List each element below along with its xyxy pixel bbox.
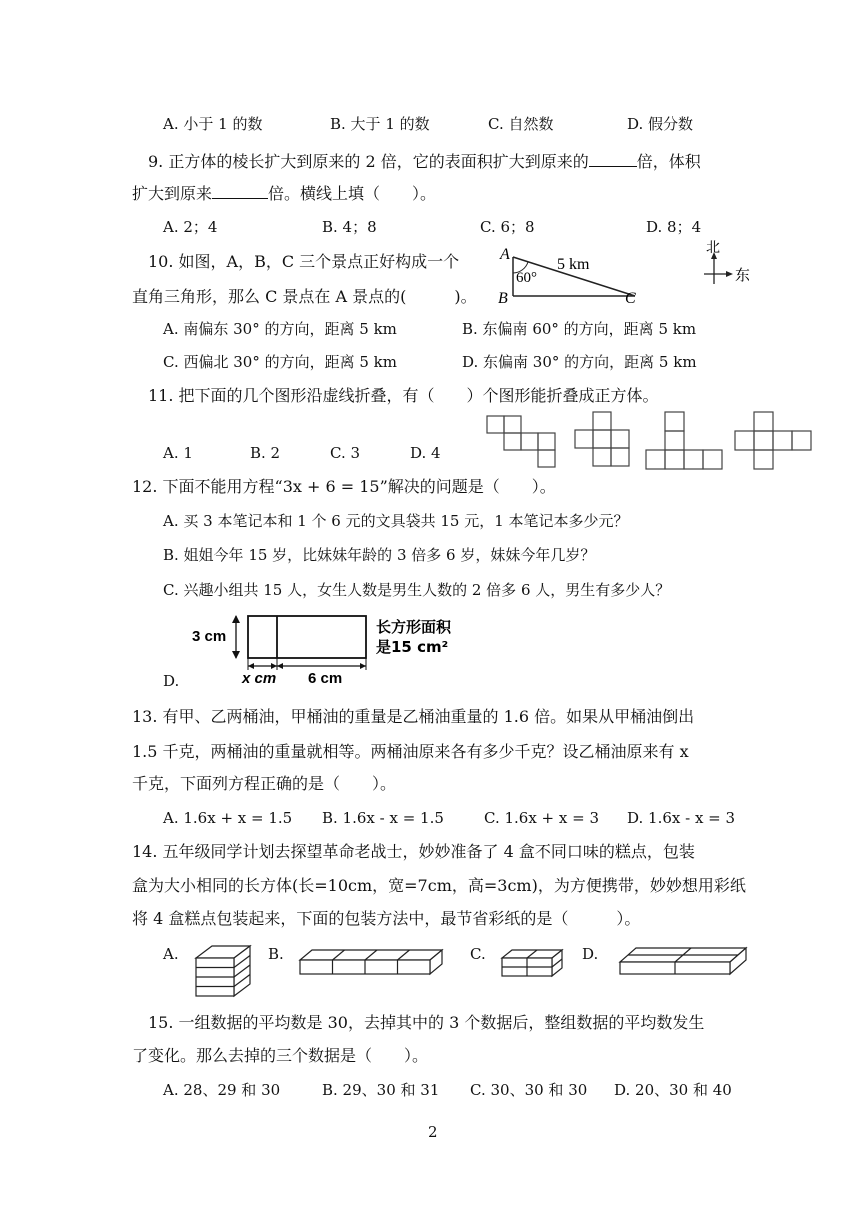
q12-fig-height: 3 cm (192, 628, 227, 645)
cube-net-2 (575, 412, 629, 466)
q9-text-d: 倍。横线上填（ ）。 (268, 184, 437, 203)
q10-label-angle: 60° (516, 270, 537, 286)
package-option-b (300, 950, 442, 974)
q11-option-d: D. 4 (410, 444, 441, 462)
q9-blank-1 (589, 150, 637, 167)
q9-line-2 (132, 182, 436, 204)
q9-option-c: C. 6；8 (480, 218, 535, 236)
q12-option-b: B. 姐姐今年 15 岁，比妹妹年龄的 3 倍多 6 岁，妹妹今年几岁？ (163, 546, 596, 564)
q13-option-c: C. 1.6x + x = 3 (484, 809, 600, 827)
q14-line-2: 盒为大小相同的长方体(长=10cm，宽=7cm，高=3cm)，为方便携带，妙妙想用彩纸 (132, 876, 746, 895)
q12-fig-width: 6 cm (308, 670, 343, 687)
q8-option-b: B. 大于 1 的数 (330, 115, 430, 133)
q8-option-c: C. 自然数 (488, 115, 554, 133)
cube-net-3 (646, 412, 722, 469)
q10-compass-figure (695, 240, 755, 290)
q11-cube-nets-figure (485, 410, 820, 472)
q13-option-b: B. 1.6x - x = 1.5 (322, 809, 444, 827)
q9-text-b: 倍，体积 (636, 152, 701, 171)
q9-option-d: D. 8；4 (646, 218, 702, 236)
q15-option-c: C. 30、30 和 30 (470, 1081, 588, 1099)
q11-option-b: B. 2 (250, 444, 281, 462)
q15-option-b: B. 29、30 和 31 (322, 1081, 440, 1099)
q10-label-c: C (625, 290, 636, 307)
q13-option-a: A. 1.6x + x = 1.5 (163, 809, 293, 827)
q10-option-d: D. 东偏南 30° 的方向，距离 5 km (462, 353, 697, 371)
q9-text-a: 9. 正方体的棱长扩大到原来的 2 倍，它的表面积扩大到原来的 (148, 152, 589, 171)
q14-line-3: 将 4 盒糕点包装起来，下面的包装方法中，最节省彩纸的是（ ）。 (132, 909, 641, 928)
q14-option-a: A. (163, 945, 179, 963)
q14-option-b: B. (268, 945, 284, 963)
q12-line: 12. 下面不能用方程“3x + 6 = 15”解决的问题是（ ）。 (132, 477, 556, 496)
q8-option-a: A. 小于 1 的数 (163, 115, 263, 133)
q9-text-c: 扩大到原来 (132, 184, 213, 203)
q15-option-d: D. 20、30 和 40 (614, 1081, 732, 1099)
compass-north-label: 北 (706, 240, 720, 256)
q12-option-c: C. 兴趣小组共 15 人，女生人数是男生人数的 2 倍多 6 人，男生有多少人？ (163, 581, 671, 599)
cube-net-4 (735, 412, 811, 469)
q14-line-1: 14. 五年级同学计划去探望革命老战士，妙妙准备了 4 盒不同口味的糕点，包装 (132, 842, 695, 861)
q9-option-a: A. 2；4 (163, 218, 218, 236)
q9-line-1 (148, 150, 701, 172)
q9-blank-2 (212, 182, 268, 199)
q10-option-c: C. 西偏北 30° 的方向，距离 5 km (163, 353, 397, 371)
package-option-c (502, 950, 562, 976)
q10-option-b: B. 东偏南 60° 的方向，距离 5 km (462, 320, 697, 338)
q12-fig-caption-1: 长方形面积 (376, 618, 452, 636)
q13-option-d: D. 1.6x - x = 3 (627, 809, 736, 827)
package-option-d (620, 948, 746, 974)
q12-option-d: D. (163, 672, 180, 690)
q8-option-d: D. 假分数 (627, 115, 694, 133)
q10-line-2: 直角三角形，那么 C 景点在 A 景点的( )。 (132, 287, 477, 306)
q10-label-distance: 5 km (557, 256, 590, 273)
q12-option-a: A. 买 3 本笔记本和 1 个 6 元的文具袋共 15 元，1 本笔记本多少元？ (163, 512, 629, 530)
compass-east-label: 东 (735, 266, 751, 284)
q10-triangle-figure (495, 243, 645, 308)
q11-option-a: A. 1 (163, 444, 193, 462)
q12-fig-caption-2: 是15 cm² (376, 638, 449, 656)
q14-option-d: D. (582, 945, 599, 963)
q10-label-b: B (498, 290, 508, 307)
q13-line-1: 13. 有甲、乙两桶油，甲桶油的重量是乙桶油重量的 1.6 倍。如果从甲桶油倒出 (132, 707, 695, 726)
cube-net-1 (487, 416, 555, 467)
q13-line-3: 千克，下面列方程正确的是（ ）。 (132, 774, 397, 793)
q15-option-a: A. 28、29 和 30 (163, 1081, 281, 1099)
q9-option-b: B. 4；8 (322, 218, 377, 236)
q15-line-1: 15. 一组数据的平均数是 30，去掉其中的 3 个数据后，整组数据的平均数发生 (148, 1013, 705, 1032)
q11-line: 11. 把下面的几个图形沿虚线折叠，有（ ）个图形能折叠成正方体。 (148, 386, 659, 405)
package-option-a (196, 946, 250, 996)
east-arrow-icon (726, 271, 733, 277)
q15-line-2: 了变化。那么去掉的三个数据是（ ）。 (132, 1046, 429, 1065)
q14-option-c: C. (470, 945, 486, 963)
page-number: 2 (428, 1123, 438, 1141)
q14-packaging-figures (190, 938, 750, 1000)
q11-option-c: C. 3 (330, 444, 361, 462)
q10-label-a: A (500, 246, 510, 263)
q12-fig-x: x cm (242, 670, 277, 687)
q12-rectangle-figure (190, 610, 520, 690)
q10-line-1: 10. 如图，A，B，C 三个景点正好构成一个 (148, 252, 460, 271)
q13-line-2: 1.5 千克，两桶油的重量就相等。两桶油原来各有多少千克？设乙桶油原来有 x (132, 742, 689, 761)
q10-option-a: A. 南偏东 30° 的方向，距离 5 km (163, 320, 397, 338)
